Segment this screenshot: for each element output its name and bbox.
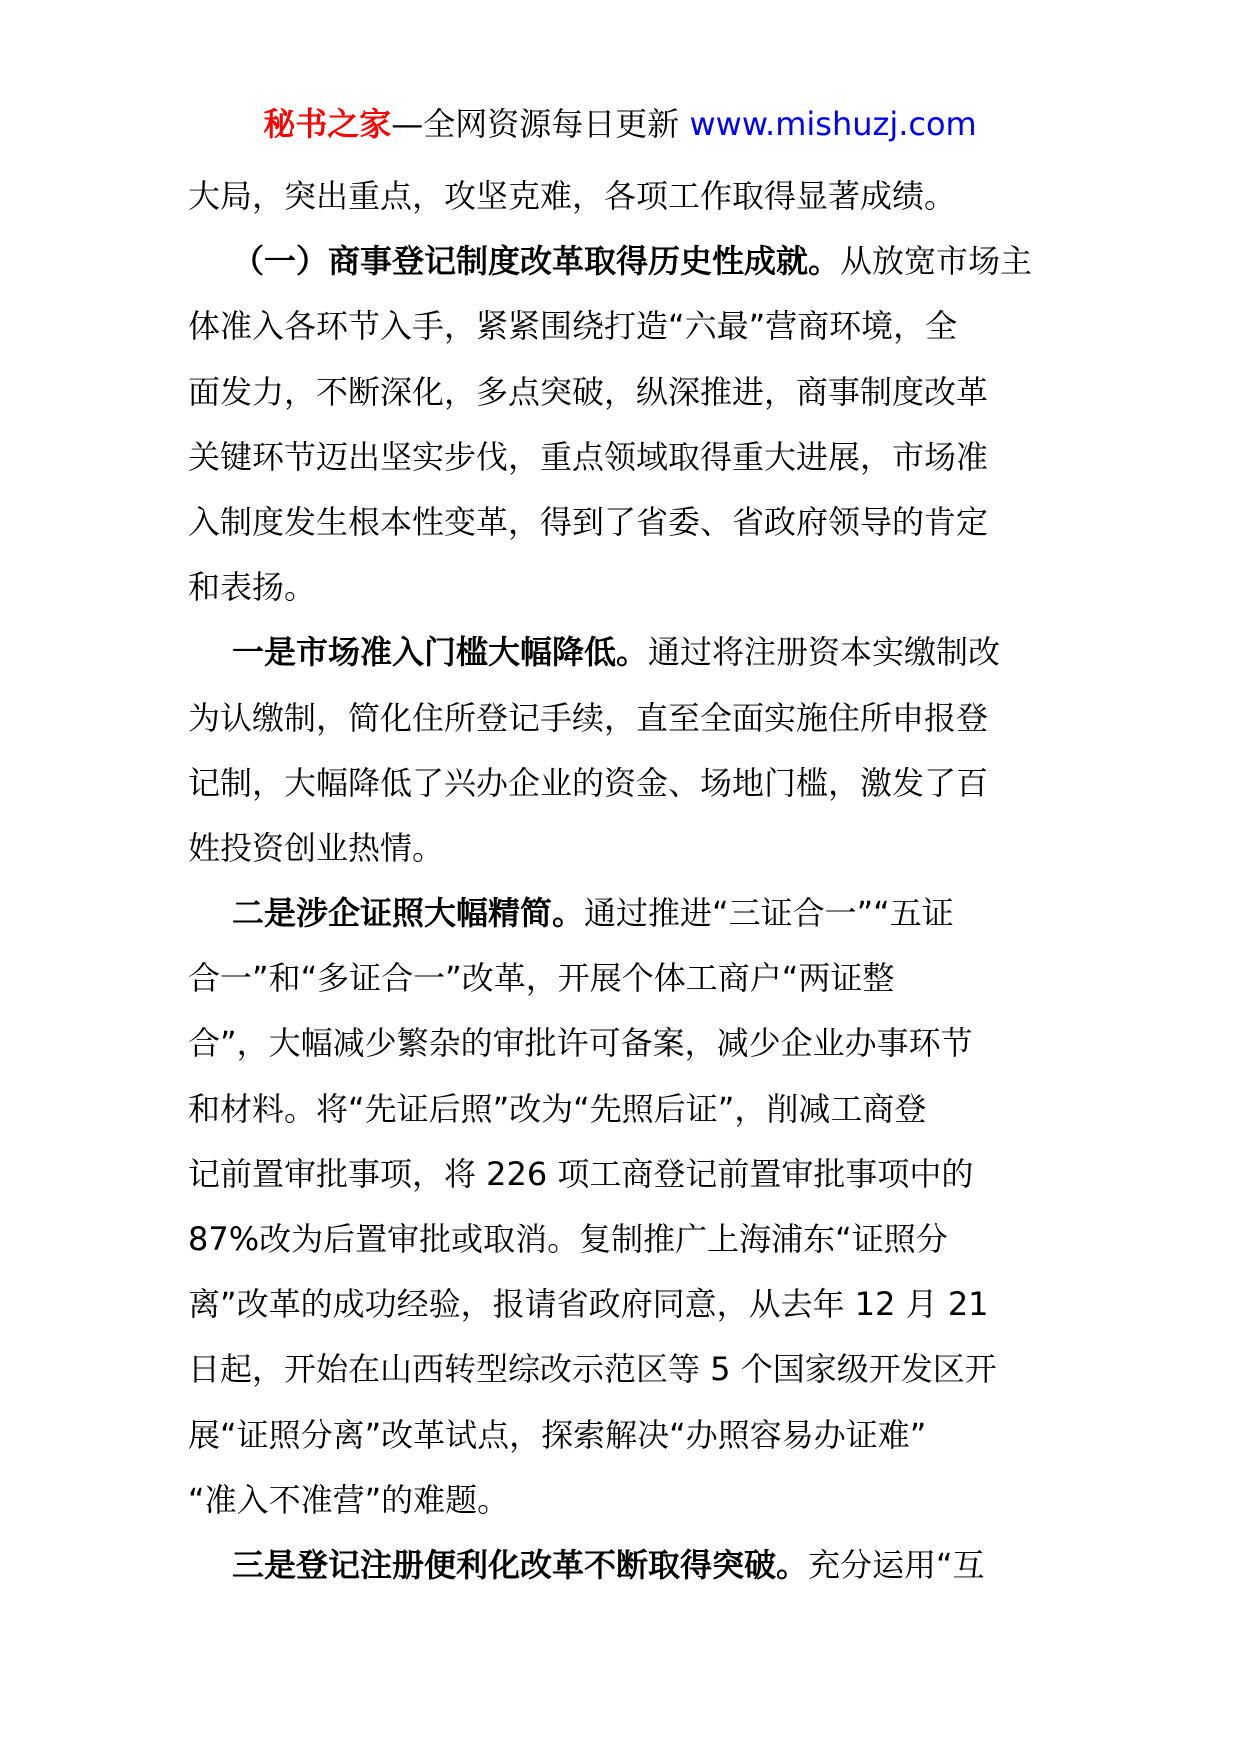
- body-text: 离”改革的成功经验，报请省政府同意，从去年 12 月 21: [188, 1285, 989, 1324]
- text-line: [188, 1011, 1058, 1076]
- bold-lead-text: 二是涉企证照大幅精简。: [232, 894, 585, 933]
- document-body: [188, 164, 1058, 1598]
- body-text: 为认缴制，简化住所登记手续，直至全面实施住所申报登: [188, 698, 989, 737]
- text-line: [188, 1272, 1058, 1337]
- brand-name: 秘书之家: [263, 105, 392, 143]
- site-url[interactable]: www.mishuzj.com: [689, 105, 977, 143]
- text-line: [188, 1337, 1058, 1402]
- body-text: 入制度发生根本性变革，得到了省委、省政府领导的肯定: [188, 502, 989, 541]
- text-line: [188, 751, 1058, 816]
- body-text: 充分运用“互: [808, 1545, 985, 1584]
- text-line: [188, 1077, 1058, 1142]
- text-line: [188, 946, 1058, 1011]
- watermark-header: [0, 102, 1240, 146]
- body-text: 合一”和“多证合一”改革，开展个体工商户“两证整: [188, 959, 895, 998]
- body-text: 大局，突出重点，攻坚克难，各项工作取得显著成绩。: [188, 177, 957, 215]
- bold-lead-text: 一是市场准入门槛大幅降低。: [232, 633, 649, 672]
- text-line: [188, 881, 1058, 946]
- text-line: [188, 1207, 1058, 1272]
- body-text: 体准入各环节入手，紧紧围绕打造“六最”营商环境，全: [188, 307, 958, 346]
- text-line: [188, 1142, 1058, 1207]
- body-text: 日起，开始在山西转型综改示范区等 5 个国家级开发区开: [188, 1350, 997, 1389]
- body-text: 从放宽市场主: [840, 242, 1033, 281]
- text-line: [188, 1533, 1058, 1598]
- body-text: 和表扬。: [188, 568, 317, 607]
- text-line: [188, 1403, 1058, 1468]
- text-line: [188, 164, 1058, 229]
- text-line: [188, 620, 1058, 685]
- text-line: [188, 425, 1058, 490]
- body-text: 通过推进“三证合一”“五证: [584, 894, 954, 933]
- text-line: [188, 686, 1058, 751]
- body-text: 关键环节迈出坚实步伐，重点领域取得重大进展，市场准: [188, 437, 989, 476]
- text-line: [188, 555, 1058, 620]
- body-text: 记制，大幅降低了兴办企业的资金、场地门槛，激发了百: [188, 763, 989, 802]
- text-line: [188, 490, 1058, 555]
- body-text: 记前置审批事项，将 226 项工商登记前置审批事项中的: [188, 1154, 974, 1193]
- header-tagline: —全网资源每日更新: [391, 105, 690, 143]
- text-line: [188, 294, 1058, 359]
- body-text: 通过将注册资本实缴制改: [648, 633, 1001, 672]
- body-text: 和材料。将“先证后照”改为“先照后证”，削减工商登: [188, 1089, 927, 1128]
- bold-lead-text: （一）商事登记制度改革取得历史性成就。: [232, 242, 841, 281]
- body-text: 87%改为后置审批或取消。复制推广上海浦东“证照分: [188, 1220, 948, 1258]
- text-line: [188, 360, 1058, 425]
- bold-lead-text: 三是登记注册便利化改革不断取得突破。: [232, 1545, 809, 1584]
- body-text: 姓投资创业热情。: [188, 828, 445, 867]
- body-text: “准入不准营”的难题。: [188, 1480, 510, 1519]
- text-line: [188, 1468, 1058, 1533]
- body-text: 展“证照分离”改革试点，探索解决“办照容易办证难”: [188, 1415, 927, 1454]
- text-line: [188, 229, 1058, 294]
- body-text: 合”，大幅减少繁杂的审批许可备案，减少企业办事环节: [188, 1024, 973, 1063]
- body-text: 面发力，不断深化，多点突破，纵深推进，商事制度改革: [188, 372, 989, 411]
- text-line: [188, 816, 1058, 881]
